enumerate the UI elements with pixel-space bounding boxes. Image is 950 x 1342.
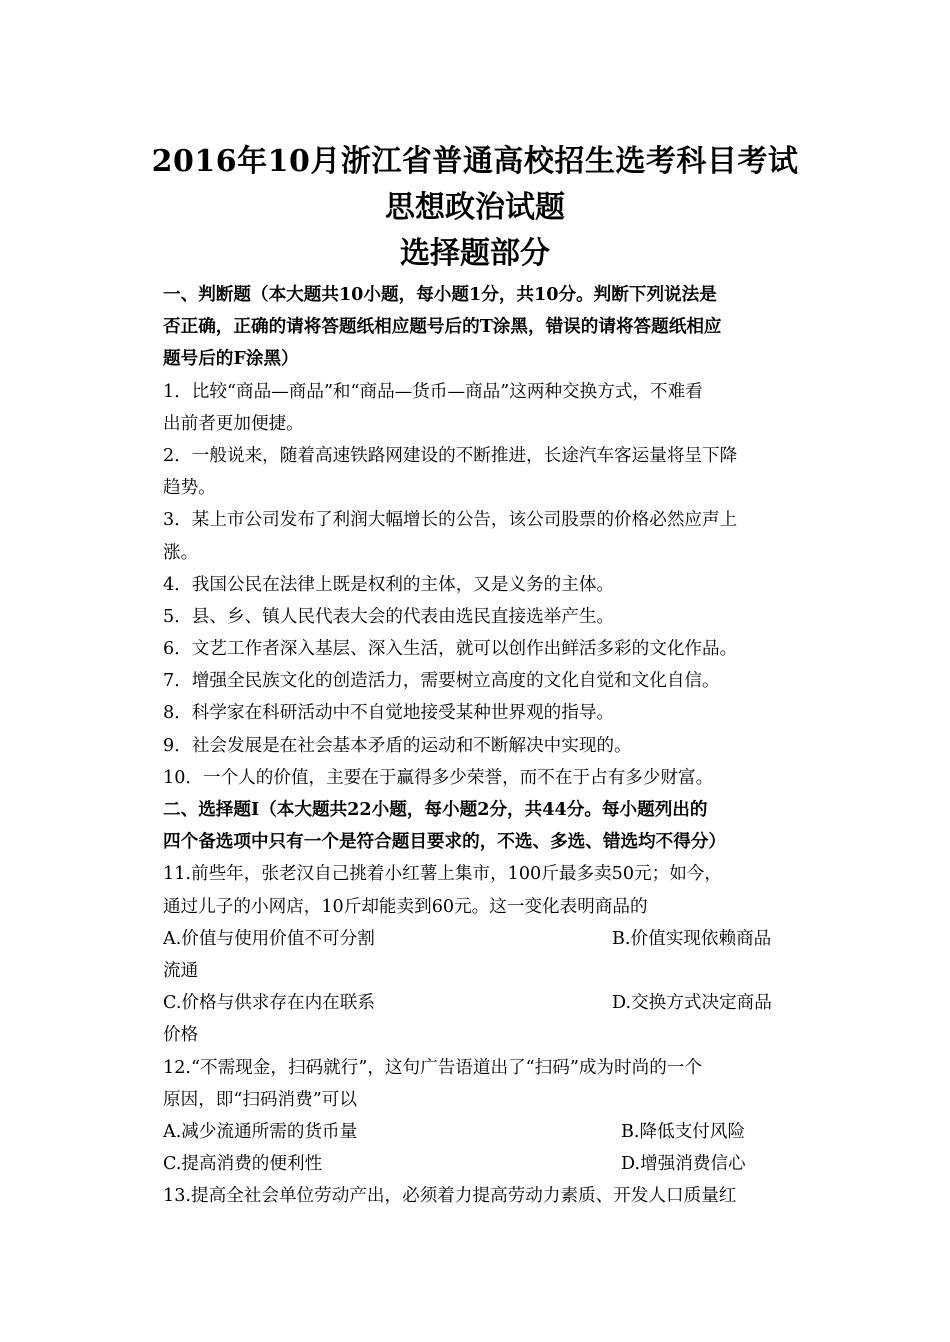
question-8: 8．科学家在科研活动中不自觉地接受某种世界观的指导。 (163, 703, 615, 724)
question-9: 9．社会发展是在社会基本矛盾的运动和不断解决中实现的。 (163, 735, 632, 756)
q12-option-a: A.减少流通所需的货币量 (163, 1121, 358, 1142)
part-title: 选择题部分 (400, 236, 550, 271)
q11-options-row (163, 923, 788, 955)
q12-options-row (163, 1116, 788, 1148)
q11-option-c: C.价格与供求存在内在联系 (163, 993, 375, 1014)
question-12: 12.“不需现金，扫码就行”，这句广告语道出了“扫码”成为时尚的一个 (163, 1057, 702, 1078)
section1-heading: 题号后的F涂黑） (163, 348, 299, 370)
section1-heading: 否正确，正确的请将答题纸相应题号后的T涂黑，错误的请将答题纸相应 (163, 316, 722, 338)
q11-option-b-continued: 流通 (163, 960, 199, 981)
exam-subtitle: 思想政治试题 (385, 190, 565, 225)
question-13: 13.提高全社会单位劳动产出，必须着力提高劳动力素质、开发人口质量红 (163, 1186, 737, 1207)
question-6: 6．文艺工作者深入基层、深入生活，就可以创作出鲜活多彩的文化作品。 (163, 639, 738, 660)
section2-heading: 二、选择题Ⅰ（本大题共22小题，每小题2分，共44分。每小题列出的 (163, 799, 708, 820)
question-1: 1．比较“商品—商品”和“商品—货币—商品”这两种交换方式，不难看 (163, 381, 703, 402)
question-3: 3．某上市公司发布了利润大幅增长的公告，该公司股票的价格必然应声上 (163, 510, 738, 531)
question-11: 11.前些年，张老汉自己挑着小红薯上集市，100斤最多卖50元；如今， (163, 864, 722, 885)
q11-option-d-continued: 价格 (163, 1025, 199, 1046)
question-4: 4．我国公民在法律上既是权利的主体，又是义务的主体。 (163, 574, 615, 595)
question-2: 趋势。 (163, 478, 216, 499)
q11-options-row (163, 987, 788, 1019)
q11-option-b: B.价值实现依赖商品 (612, 928, 772, 949)
q11-option-d: D.交换方式决定商品 (612, 993, 772, 1014)
question-3: 涨。 (163, 542, 199, 563)
section2-heading: 四个备选项中只有一个是符合题目要求的，不选、多选、错选均不得分） (163, 831, 727, 853)
q12-option-b: B.降低支付风险 (621, 1121, 746, 1142)
q12-options-row (163, 1148, 788, 1180)
q12-option-d: D.增强消费信心 (621, 1154, 746, 1175)
question-12: 原因，即“扫码消费”可以 (163, 1089, 357, 1110)
question-10: 10．一个人的价值，主要在于赢得多少荣誉，而不在于占有多少财富。 (163, 767, 714, 788)
question-11: 通过儿子的小网店，10斤却能卖到60元。这一变化表明商品的 (163, 896, 648, 917)
section1-heading: 一、判断题（本大题共10小题，每小题1分，共10分。判断下列说法是 (163, 284, 717, 305)
q12-option-c: C.提高消费的便利性 (163, 1154, 323, 1175)
question-7: 7．增强全民族文化的创造活力，需要树立高度的文化自觉和文化自信。 (163, 671, 720, 692)
exam-title: 2016年10月浙江省普通高校招生选考科目考试 (151, 144, 799, 179)
question-5: 5．县、乡、镇人民代表大会的代表由选民直接选举产生。 (163, 606, 615, 627)
exam-body (163, 279, 788, 1212)
q11-option-a: A.价值与使用价值不可分割 (163, 928, 375, 949)
question-2: 2．一般说来，随着高速铁路网建设的不断推进，长途汽车客运量将呈下降 (163, 445, 738, 466)
question-1: 出前者更加便捷。 (163, 413, 304, 434)
